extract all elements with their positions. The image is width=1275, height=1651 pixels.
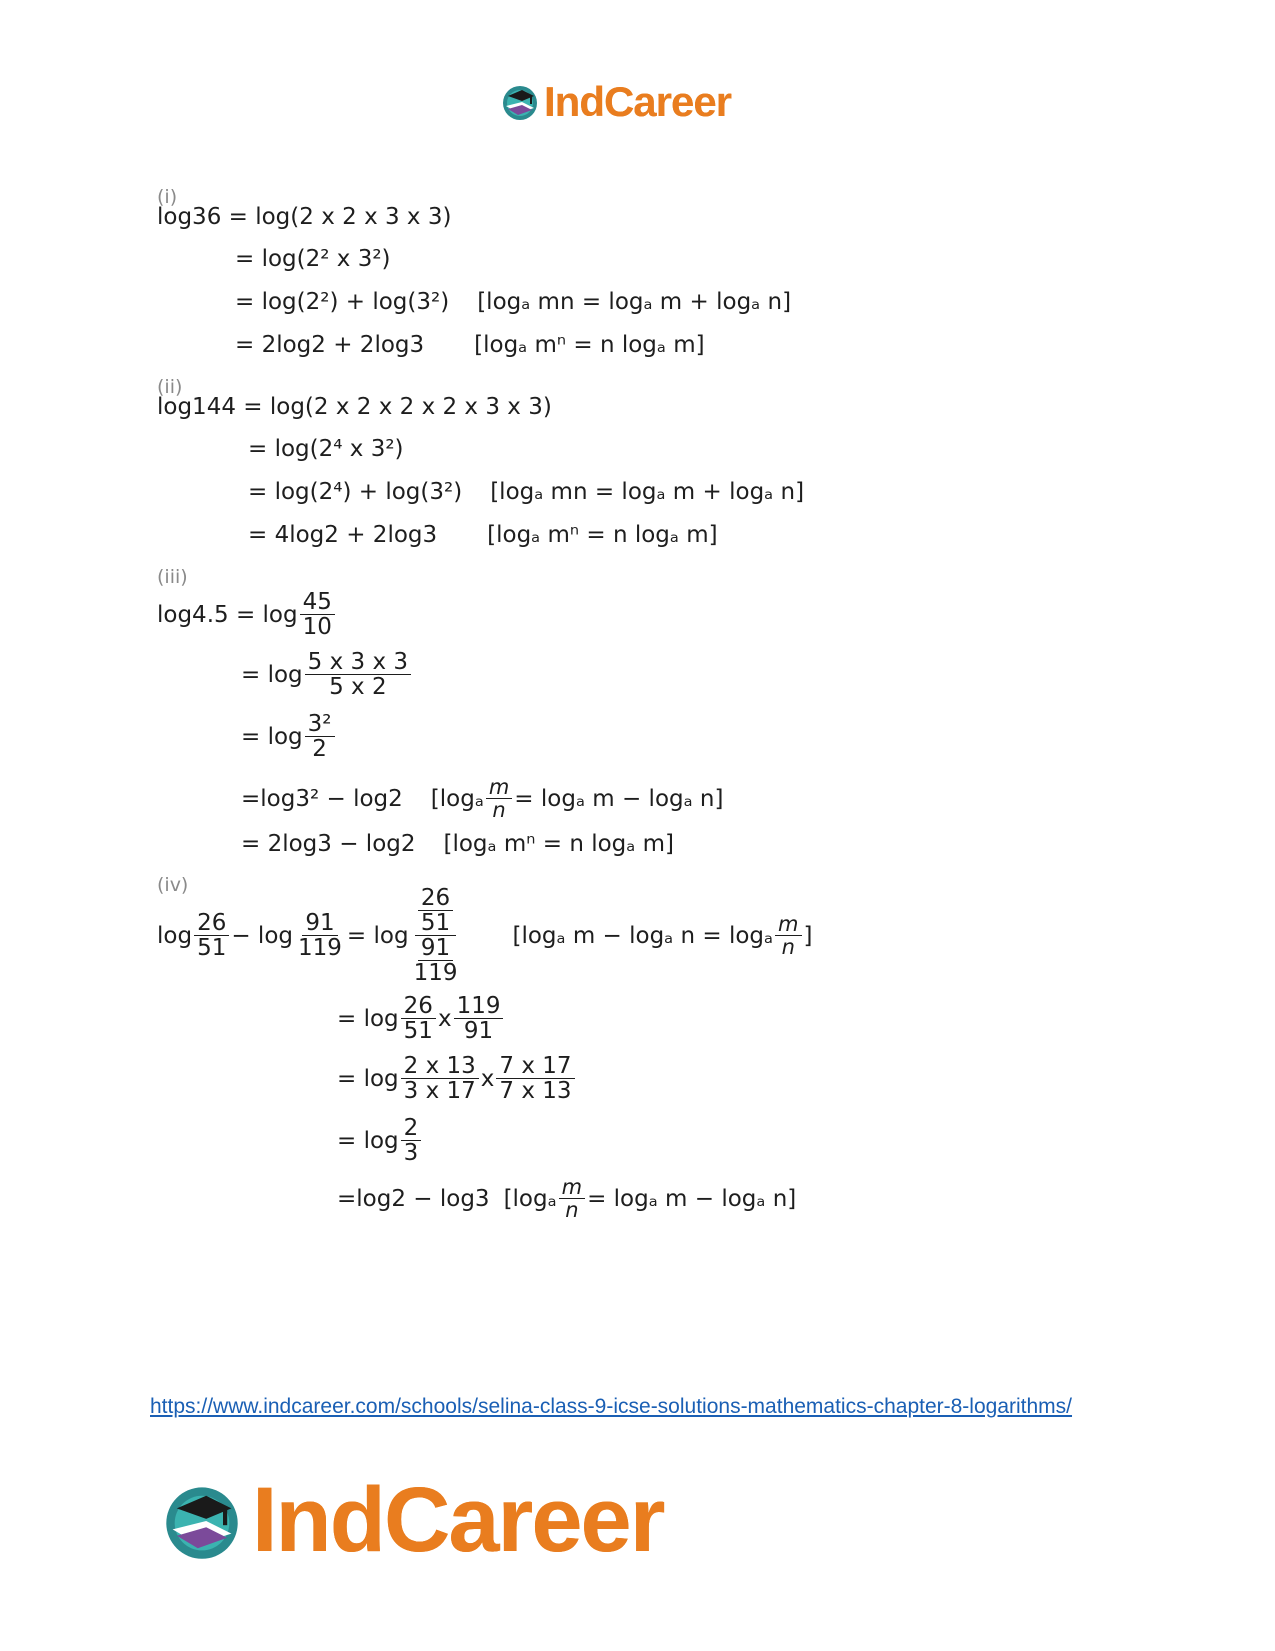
step-i-3: = log(2²) + log(3²) [logₐ mn = logₐ m + logₐ n] [235,289,792,315]
step-iii-2: = log 5 x 3 x 3 5 x 2 [241,650,413,699]
step-ii-3: = log(2⁴) + log(3²) [logₐ mn = logₐ m + logₐ n] [248,479,805,505]
step-iv-1: log 26 51 − log $\frac{91}{119}$ = log 26 51 91 119 [logₐ m − logₐ n = logₐ m n ] [157,885,813,987]
part-label-iii: (iii) [157,566,188,588]
part-label-i: (i) [157,186,178,208]
brand-name: IndCareer [544,78,732,125]
step-iv-4: = log 2 3 [337,1116,423,1165]
step-ii-2: = log(2⁴ x 3²) [248,436,404,462]
step-i-4: = 2log2 + 2log3 [logₐ mⁿ = n logₐ m] [235,332,705,358]
part-label-ii: (ii) [157,376,183,398]
step-ii-1: log144 = log(2 x 2 x 2 x 2 x 3 x 3) [157,394,552,420]
step-iv-2: = log 26 51 x 119 91 [337,994,505,1043]
step-iii-1: log4.5 = log 45 10 [157,590,337,639]
header-logo [500,78,731,126]
footer-logo [160,1468,664,1573]
graduation-cap-book-icon [160,1479,244,1563]
step-iii-4: =log3² − log2 [logₐ $\frac{m}{n}$ = logₐ m − logₐ n] [241,775,724,823]
step-i-2: = log(2² x 3²) [235,246,391,272]
step-iv-5: =log2 − log3 [logₐ $\frac{m}{n}$ = logₐ m − logₐ n] [337,1175,797,1223]
source-link[interactable]: https://www.indcareer.com/schools/selina-class-9-icse-solutions-mathematics-chapter-8-logarithms/ [150,1395,1073,1418]
step-iii-3: = log 3² 2 [241,712,337,761]
step-iv-3: = log 2 x 13 3 x 17 x 7 x 17 7 x 13 [337,1054,577,1103]
step-iii-5: = 2log3 − log2 [logₐ mⁿ = n logₐ m] [241,831,674,857]
step-ii-4: = 4log2 + 2log3 [logₐ mⁿ = n logₐ m] [248,522,718,548]
step-i-1: log36 = log(2 x 2 x 3 x 3) [157,204,452,230]
part-label-iv: (iv) [157,874,189,896]
brand-name: IndCareer [252,1469,664,1571]
graduation-cap-book-icon [500,82,540,122]
